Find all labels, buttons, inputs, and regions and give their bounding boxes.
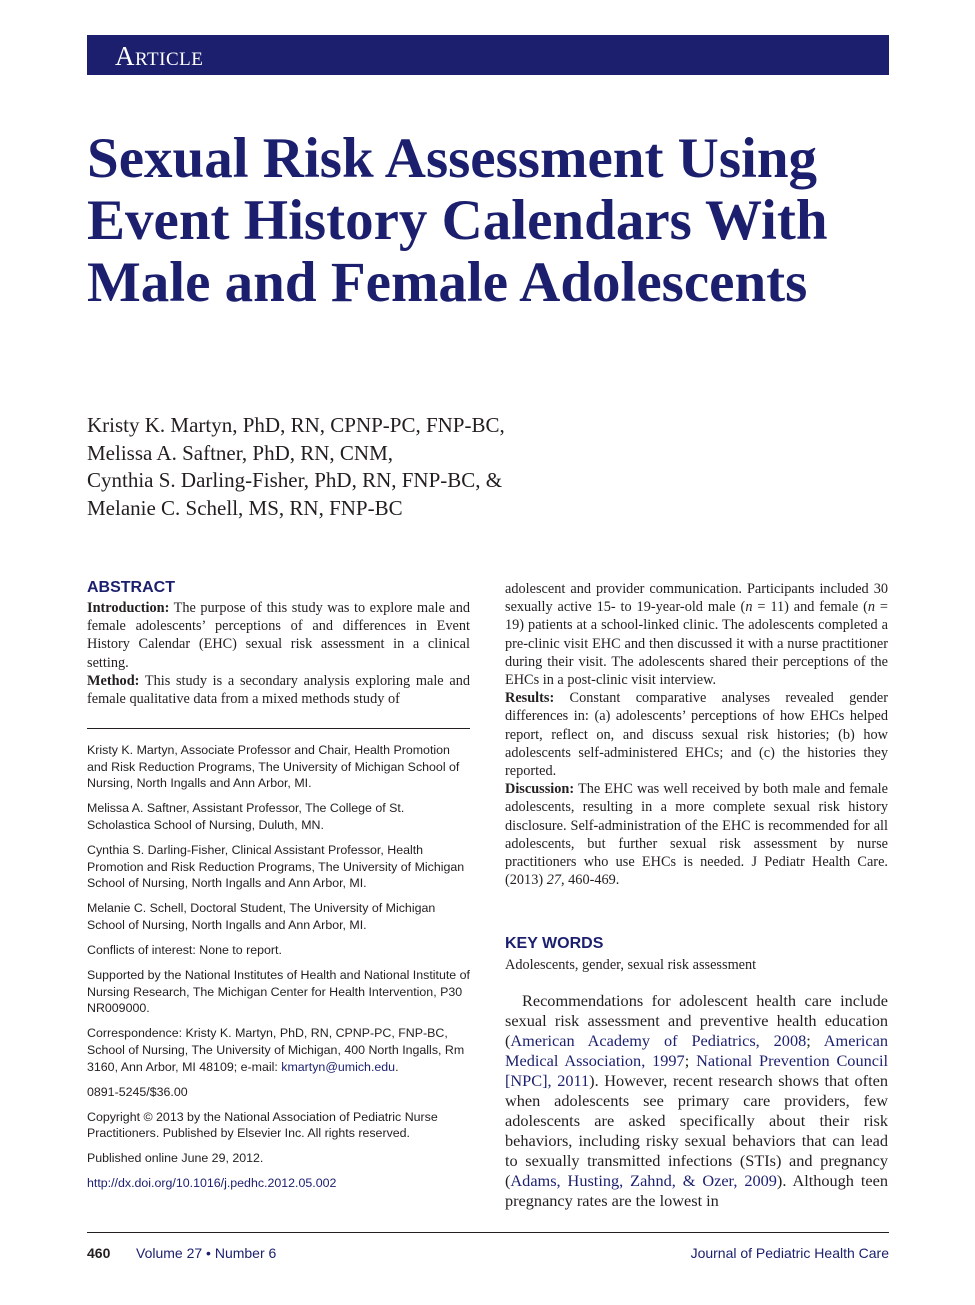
method-text-part: This study is a secondary analysis exploring male and female qualitative data from a mixed methods study of [87,672,470,708]
author-line: Kristy K. Martyn, PhD, RN, CPNP-PC, FNP-BC, [87,413,505,437]
correspondence-text: Correspondence: Kristy K. Martyn, PhD, RN, CPNP-PC, FNP-BC, School of Nursing, The University of Michigan, 400 North Ingalls, Rm 3160, Ann Arbor, MI 48109; e-mail: [87,1026,465,1074]
note-doi [87,1175,470,1192]
citation-pages: , 460-469. [561,872,620,889]
footer-divider [87,1232,889,1233]
results-label: Results: [505,690,555,707]
discussion-label: Discussion: [505,781,575,798]
page-number: 460 [87,1245,111,1261]
abstract-column-right [505,580,888,889]
body-span: ). Although teen pregnancy rates are the lowest in [505,1171,889,1210]
email-link[interactable]: kmartyn@umich.edu [281,1059,396,1074]
author-notes [87,742,470,1201]
note-conflicts: Conflicts of interest: None to report. [87,942,282,957]
citation-link[interactable]: American Medical Association, 1997 [505,1031,888,1070]
author-line: Melanie C. Schell, MS, RN, FNP-BC [87,495,403,520]
results-text: Constant comparative analyses revealed gender differences in: (a) adolescents’ perceptions of how EHCs helped report, reflect on, and discuss sexual risk histories; (b) how adolescents self-administered EHCs; and (c) the histories they reported. [505,690,888,780]
body-span: ). However, recent research shows that often when adolescents see primary care providers, few adolescents are asked specifically about their risk behaviors, including risky sexual behaviors that can lead to sexually transmitted infections (STIs) and pregnancy ( [505,1071,888,1190]
intro-label: Introduction: [87,600,170,616]
note-affiliation: Melanie C. Schell, Doctoral Student, The University of Michigan School of Nursing, North Ingalls and Ann Arbor, MI. [87,901,436,932]
article-title: Sexual Risk Assessment Using Event History Calendars With Male and Female Adolescents [87,127,828,314]
body-span: Recommendations for adolescent health care include sexual risk assessment and preventive health education ( [505,991,888,1050]
citation-volume: 27 [546,872,561,889]
n-symbol: n [867,599,876,616]
note-support: Supported by the National Institutes of Health and National Institute of Nursing Research, The Michigan Center for Health Intervention, P30 NR009000. [87,968,470,1016]
note-issn: 0891-5245/$36.00 [87,1084,188,1099]
author-line: Melissa A. Saftner, PhD, RN, CNM, [87,440,393,465]
abstract-method-continued: adolescent and provider communication. Participants included 30 sexually active 15- to 19-year-old male (n = 11) and female (n = 19) patients at a school-linked clinic. The adolescents completed a pre-clinic visit EHC and then discussed it with a nurse practitioner during their visit. The adolescents shared their perceptions of the EHCs in a post-clinic visit interview. [505,581,888,689]
keywords-text: Adolescents, gender, sexual risk assessment [505,957,757,973]
intro-text: The purpose of this study was to explore male and female adolescents’ perceptions of and differences in Event History Calendar (EHC) sexual risk assessment in a clinical setting. [87,600,470,671]
note-published: Published online June 29, 2012. [87,1151,264,1166]
note-correspondence [87,1025,470,1075]
abstract-heading: ABSTRACT [87,579,175,596]
page-footer [87,1245,889,1265]
citation-link[interactable]: American Academy of Pediatrics, 2008 [510,1031,807,1050]
body-paragraph [505,991,888,1211]
body-span: ; [684,1051,697,1070]
abstract-discussion [505,780,888,889]
abstract-introduction [87,599,470,672]
n-symbol: n [745,599,753,616]
keywords-heading: KEY WORDS [505,935,604,952]
notes-divider [87,728,470,729]
article-type-label: Article [115,41,204,71]
note-affiliation: Cynthia S. Darling-Fisher, Clinical Assistant Professor, Health Promotion and Risk Reduction Programs, The University of Michigan School of Nursing, North Ingalls and Ann Arbor, MI. [87,842,465,891]
note-copyright: Copyright © 2013 by the National Association of Pediatric Nurse Practitioners. Published by Elsevier Inc. All rights reserved. [87,1109,438,1141]
correspondence-period: . [395,1059,399,1074]
abstract-results [505,689,888,780]
author-list [87,412,687,522]
abstract-column-left [87,599,470,708]
method-text-3: = 19) patients at a school-linked clinic. The adolescents completed a pre-clinic visit EHC and then discussed it with a nurse practitioner during their visit. The adolescents shared their perceptions of the EHCs in a post-clinic visit interview. [505,599,888,689]
body-text [505,991,888,1211]
volume-number: Volume 27 • Number 6 [136,1245,277,1261]
note-affiliation: Kristy K. Martyn, Associate Professor and Chair, Health Promotion and Risk Reduction Programs, The University of Michigan School of Nursing, North Ingalls and Ann Arbor, MI. [87,743,460,791]
body-span: ; [806,1031,824,1050]
method-text-2: = 11) and female ( [752,599,868,616]
doi-link[interactable]: http://dx.doi.org/10.1016/j.pedhc.2012.05.002 [87,1176,337,1191]
method-label: Method: [87,672,140,689]
citation-link[interactable]: Adams, Husting, Zahnd, & Ozer, 2009 [510,1171,777,1190]
citation-link[interactable]: National Prevention Council [NPC], 2011 [505,1051,889,1090]
note-affiliation: Melissa A. Saftner, Assistant Professor, The College of St. Scholastica School of Nursing, Duluth, MN. [87,801,405,832]
abstract-method [87,672,470,708]
article-type-banner [87,35,889,75]
discussion-text: The EHC was well received by both male and female adolescents, resulting in a more complete sexual risk history disclosure. Self-administration of the EHC is recommended for all adolescents, but further sexual risk assessment by nurse practitioners who use EHCs is needed. J Pediatr Health Care. (2013) [505,781,888,889]
journal-name: Journal of Pediatric Health Care [690,1245,889,1261]
author-line: Cynthia S. Darling-Fisher, PhD, RN, FNP-BC, & [87,468,503,492]
